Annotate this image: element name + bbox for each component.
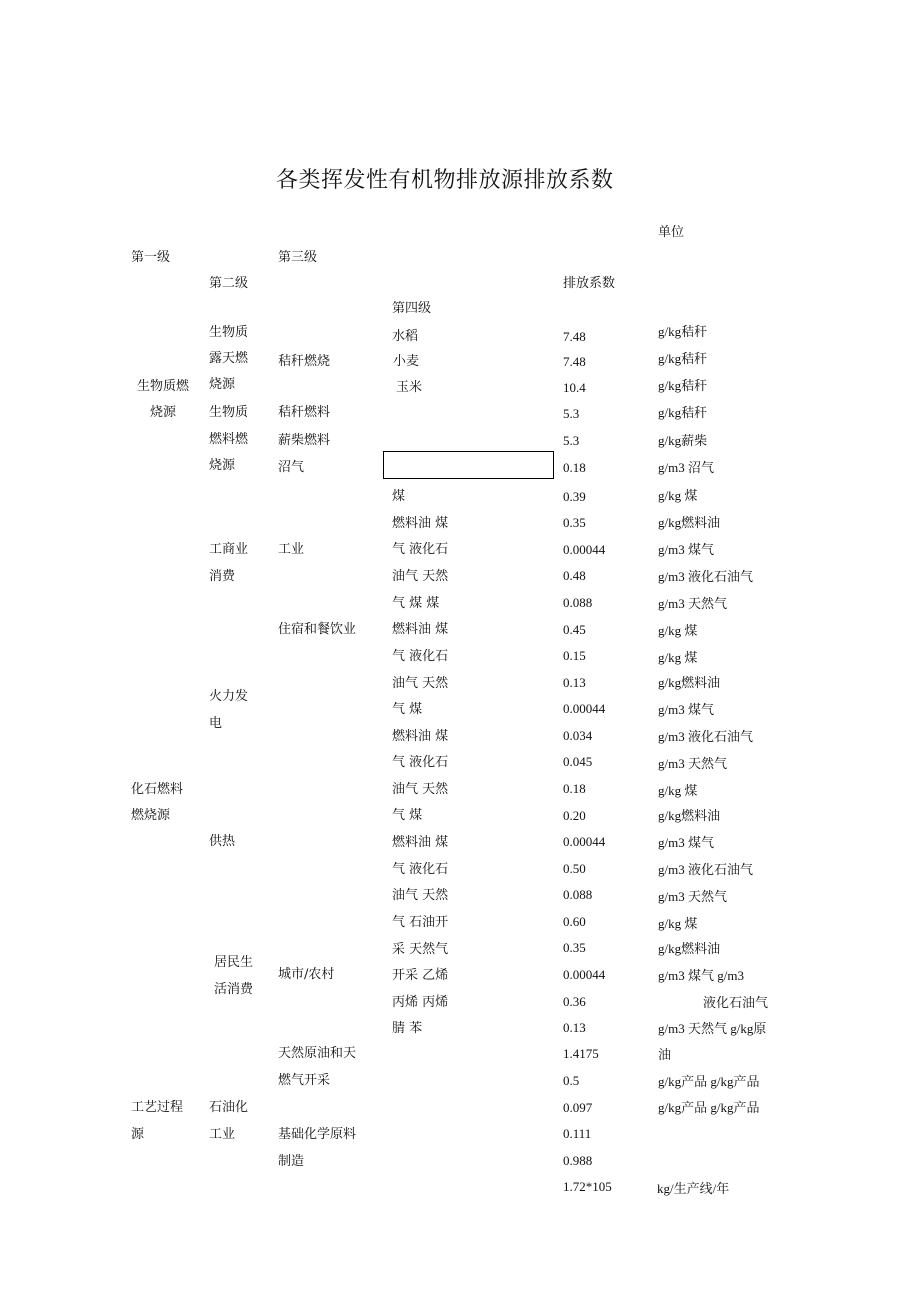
level4-cell: 气 煤 [392, 702, 423, 717]
factor-cell: 0.36 [563, 994, 586, 1009]
level4-cell: 燃料油 煤 [392, 729, 449, 744]
unit-cell: g/m3 液化石油气 [658, 569, 753, 584]
unit-cell: g/kg 煤 [658, 623, 698, 638]
level3-cell: 燃气开采 [278, 1073, 331, 1088]
level2-cell: 工商业 [209, 542, 249, 557]
level4-cell: 气 液化石 [392, 755, 449, 770]
level4-cell: 油气 天然 [392, 676, 449, 691]
level3-cell: 城市/农村 [278, 967, 335, 982]
factor-cell: 1.72*105 [563, 1179, 612, 1194]
level4-cell: 丙烯 丙烯 [392, 995, 449, 1010]
unit-cell: 油 [658, 1047, 672, 1062]
header-unit: 单位 [658, 225, 685, 240]
level1-cell: 化石燃料 [131, 782, 184, 797]
factor-cell: 5.3 [563, 406, 580, 421]
unit-cell: g/kg秸秆 [658, 351, 708, 366]
level4-cell: 燃料油 煤 [392, 516, 449, 531]
unit-cell: g/m3 天然气 g/kg原 [658, 1021, 767, 1036]
factor-cell: 7.48 [563, 354, 586, 369]
unit-cell: g/m3 天然气 [658, 889, 727, 904]
level3-cell: 基础化学原料 [278, 1127, 357, 1142]
factor-cell: 0.39 [563, 489, 586, 504]
unit-cell: g/kg 煤 [658, 916, 698, 931]
level1-cell: 生物质燃 [136, 379, 189, 394]
level3-cell: 沼气 [278, 460, 305, 475]
level2-cell: 烧源 [209, 377, 236, 392]
factor-cell: 0.5 [563, 1073, 580, 1088]
factor-cell: 1.4175 [563, 1046, 599, 1061]
level1-cell: 燃烧源 [131, 808, 171, 823]
factor-cell: 0.00044 [563, 967, 606, 982]
factor-cell: 0.00044 [563, 834, 606, 849]
unit-cell: 液化石油气 [703, 995, 769, 1010]
unit-cell: g/kg燃料油 [658, 941, 721, 956]
level1-cell: 烧源 [149, 405, 176, 420]
unit-cell: g/m3 煤气 [658, 835, 714, 850]
level4-cell: 水稻 [392, 329, 419, 344]
unit-cell: g/kg 煤 [658, 783, 698, 798]
page-title: 各类挥发性有机物排放源排放系数 [276, 168, 614, 193]
level4-cell: 气 煤 [392, 808, 423, 823]
factor-cell: 0.00044 [563, 701, 606, 716]
level1-cell: 工艺过程 [131, 1100, 184, 1115]
header-level4: 第四级 [392, 301, 432, 316]
level4-cell: 小麦 [393, 354, 420, 369]
level2-cell: 消费 [209, 569, 236, 584]
factor-cell: 0.088 [563, 595, 593, 610]
level2-cell: 电 [209, 716, 223, 731]
factor-cell: 0.45 [563, 622, 586, 637]
level4-cell: 气 石油开 [392, 915, 449, 930]
level4-cell: 油气 天然 [392, 569, 449, 584]
factor-cell: 0.35 [563, 515, 586, 530]
factor-cell: 0.15 [563, 648, 586, 663]
unit-cell: g/kg 煤 [658, 650, 698, 665]
unit-cell: g/m3 液化石油气 [658, 729, 753, 744]
header-level2: 第二级 [209, 276, 249, 291]
factor-cell: 0.00044 [563, 542, 606, 557]
factor-cell: 0.097 [563, 1100, 593, 1115]
unit-cell: g/m3 煤气 g/m3 [658, 968, 744, 983]
level4-cell: 气 液化石 [392, 542, 449, 557]
level3-cell: 工业 [278, 542, 305, 557]
level4-cell: 油气 天然 [392, 888, 449, 903]
factor-cell: 0.988 [563, 1153, 593, 1168]
factor-cell: 0.48 [563, 568, 586, 583]
level2-cell: 供热 [209, 834, 236, 849]
unit-cell: g/kg秸秆 [658, 378, 708, 393]
unit-cell: kg/生产线/年 [657, 1181, 730, 1196]
level4-cell: 燃料油 煤 [392, 622, 449, 637]
unit-cell: g/kg燃料油 [658, 515, 721, 530]
unit-cell: g/kg薪柴 [658, 433, 708, 448]
unit-cell: g/m3 天然气 [658, 756, 727, 771]
level3-cell: 住宿和餐饮业 [278, 622, 357, 637]
unit-cell: g/kg产品 g/kg产品 [658, 1100, 760, 1115]
unit-cell: g/kg燃料油 [658, 675, 721, 690]
factor-cell: 0.50 [563, 861, 586, 876]
factor-cell: 10.4 [563, 380, 586, 395]
level2-cell: 燃料燃 [209, 432, 249, 447]
unit-cell: g/m3 天然气 [658, 596, 727, 611]
factor-cell: 0.18 [563, 460, 586, 475]
level2-cell: 石油化 [209, 1100, 249, 1115]
empty-cell-box [383, 451, 554, 479]
level4-cell: 开采 乙烯 [392, 968, 449, 983]
unit-cell: g/m3 沼气 [658, 460, 714, 475]
header-emission-factor: 排放系数 [563, 276, 616, 291]
level3-cell: 秸秆燃料 [278, 405, 331, 420]
unit-cell: g/kg燃料油 [658, 808, 721, 823]
factor-cell: 0.034 [563, 728, 593, 743]
level4-cell: 气 液化石 [392, 862, 449, 877]
factor-cell: 0.13 [563, 1020, 586, 1035]
level2-cell: 露天燃 [209, 351, 249, 366]
level3-cell: 天然原油和天 [278, 1046, 357, 1061]
level4-cell: 腈 苯 [392, 1021, 423, 1036]
factor-cell: 0.045 [563, 754, 593, 769]
factor-cell: 0.18 [563, 781, 586, 796]
level4-cell: 煤 [392, 489, 406, 504]
level1-cell: 源 [131, 1127, 145, 1142]
level3-cell: 秸秆燃烧 [278, 354, 331, 369]
unit-cell: g/m3 煤气 [658, 542, 714, 557]
level4-cell: 采 天然气 [392, 942, 449, 957]
level2-cell: 火力发 [209, 689, 249, 704]
factor-cell: 0.13 [563, 675, 586, 690]
unit-cell: g/kg 煤 [658, 488, 698, 503]
level2-cell: 活消费 [214, 982, 254, 997]
unit-cell: g/kg产品 g/kg产品 [658, 1074, 760, 1089]
unit-cell: g/kg秸秆 [658, 405, 708, 420]
factor-cell: 5.3 [563, 433, 580, 448]
level3-cell: 薪柴燃料 [278, 433, 331, 448]
level4-cell: 气 液化石 [392, 649, 449, 664]
factor-cell: 0.111 [563, 1126, 592, 1141]
factor-cell: 0.60 [563, 914, 586, 929]
factor-cell: 0.20 [563, 808, 586, 823]
level4-cell: 燃料油 煤 [392, 835, 449, 850]
unit-cell: g/m3 液化石油气 [658, 862, 753, 877]
level2-cell: 生物质 [209, 405, 249, 420]
header-level1: 第一级 [131, 250, 171, 265]
factor-cell: 0.088 [563, 887, 593, 902]
level2-cell: 烧源 [209, 458, 236, 473]
level2-cell: 工业 [209, 1127, 236, 1142]
factor-cell: 7.48 [563, 329, 586, 344]
level3-cell: 制造 [278, 1154, 305, 1169]
header-level3: 第三级 [278, 250, 318, 265]
level4-cell: 气 煤 煤 [392, 596, 440, 611]
unit-cell: g/m3 煤气 [658, 702, 714, 717]
level4-cell: 油气 天然 [392, 782, 449, 797]
level2-cell: 生物质 [209, 325, 249, 340]
level2-cell: 居民生 [214, 955, 254, 970]
level4-cell: 玉米 [396, 380, 423, 395]
factor-cell: 0.35 [563, 940, 586, 955]
unit-cell: g/kg秸秆 [658, 324, 708, 339]
